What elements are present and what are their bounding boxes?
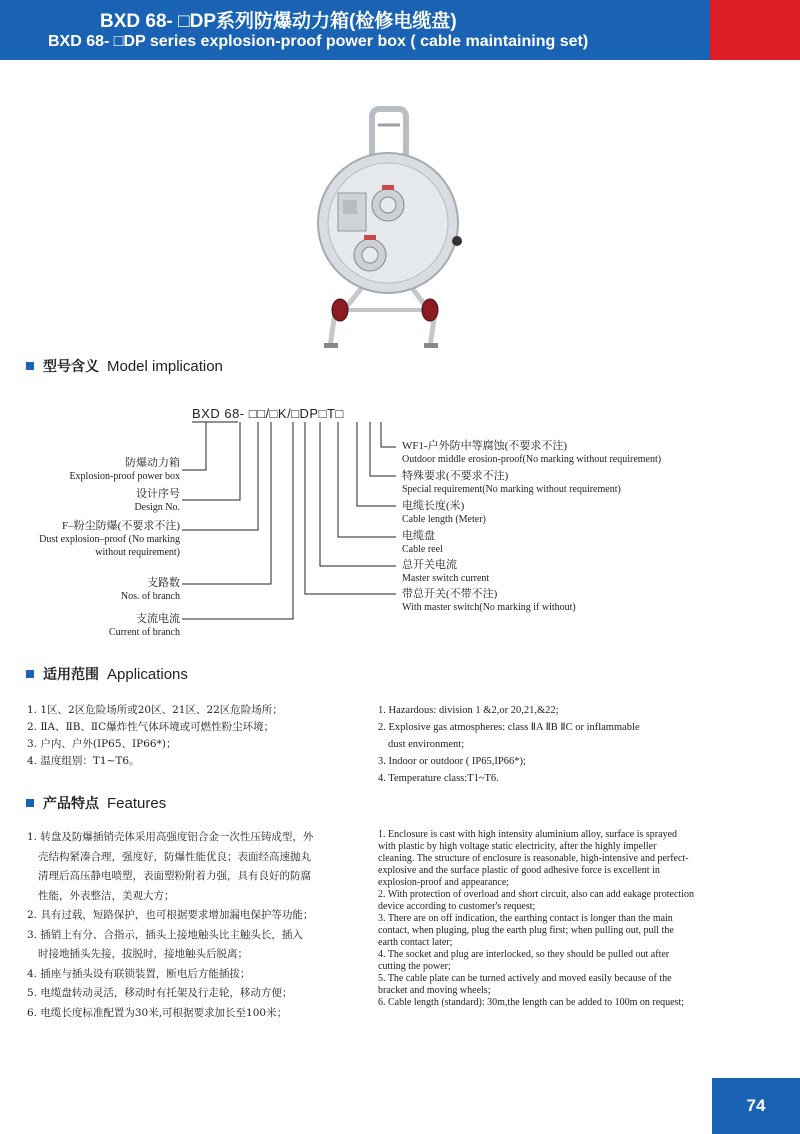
label-explosion-cn: 防爆动力箱 — [125, 457, 180, 469]
applications-en-list — [378, 702, 640, 787]
list-item: 4. The socket and plug are interlocked, so they should be pulled out after cutting the power; — [378, 949, 670, 972]
bullet-square — [26, 799, 34, 807]
label-branch-current-en: Current of branch — [108, 627, 180, 638]
label-reel-cn: 电缆盘 — [402, 530, 435, 542]
title-cn: BXD 68- □DP系列防爆动力箱(检修电缆盘) — [100, 11, 457, 32]
section-title-en: Model implication — [107, 357, 223, 375]
list-item: 3. Indoor or outdoor ( IP65,IP66*); — [378, 756, 526, 767]
label-wf1-cn: WF1-户外防中等腐蚀(不要求不注) — [402, 440, 567, 452]
list-item: 3. 户内、户外(IP65、IP66*)； — [27, 738, 177, 750]
model-code: BXD 68- □□/□K/□DP□T□ — [192, 406, 344, 421]
label-explosion — [69, 457, 180, 483]
label-branch-current — [109, 613, 180, 639]
label-design — [134, 488, 180, 514]
list-item: 4. Temperature class:T1~T6. — [378, 773, 499, 784]
list-item: 3. There are on off indication, the earthing contact is longer than the main contact, when pluging, plug the earth plug first; when pulling out, pull the earth contact later; — [378, 913, 674, 948]
list-item: 2. Explosive gas atmospheres: class ⅡA ⅡB ⅡC or inflammable — [378, 722, 640, 733]
list-item: 壳结构紧凑合理，强度好，防爆性能优良；表面经高速抛丸 — [38, 850, 311, 863]
list-item: 1. 1区、2区危险场所或20区、21区、22区危险场所； — [27, 704, 283, 716]
label-reel — [402, 530, 443, 556]
page-number: 74 — [712, 1078, 800, 1134]
features-cn-list — [27, 828, 313, 1023]
label-wf1 — [402, 440, 661, 466]
label-branch-en: Nos. of branch — [120, 591, 180, 602]
label-branch-current-cn: 支流电流 — [136, 613, 180, 625]
label-master-switch-en: With master switch(No marking if without) — [402, 602, 576, 613]
list-item: 5. The cable plate can be turned actively and moved easily because of the bracket and moving wheels; — [378, 973, 672, 996]
label-master-switch-cn: 带总开关(不带不注) — [402, 588, 498, 600]
list-item: 3. 插销上有分、合指示，插头上接地触头比主触头长，插入 — [27, 928, 303, 941]
label-special-en: Special requirement(No marking without requirement) — [402, 484, 621, 495]
label-master-switch — [402, 588, 576, 614]
label-special — [402, 470, 621, 496]
label-master-current-cn: 总开关电流 — [402, 559, 457, 571]
section-title-en: Features — [107, 794, 167, 812]
bullet-square — [26, 670, 34, 678]
label-wf1-en: Outdoor middle erosion-proof(No marking without requirement) — [402, 454, 662, 465]
label-dust-en1: Dust explosion–proof (No marking — [39, 534, 180, 545]
label-master-current — [402, 559, 489, 585]
label-reel-en: Cable reel — [402, 544, 443, 555]
title-en: BXD 68- □DP series explosion-proof power box ( cable maintaining set) — [48, 33, 589, 50]
list-item: 性能，外表整洁，美观大方； — [38, 889, 175, 902]
label-design-en: Design No. — [134, 502, 180, 513]
list-item: 2. ⅡA、ⅡB、ⅡC爆炸性气体环境或可燃性粉尘环境； — [27, 721, 275, 733]
section-title-cn: 适用范围 — [43, 666, 99, 682]
list-item: 2. With protection of overload and short circuit, also can add eakage protection device according to customer's request; — [378, 889, 694, 912]
label-dust-cn: F–粉尘防爆(不要求不注) — [62, 520, 180, 532]
label-design-cn: 设计序号 — [136, 488, 180, 500]
label-length — [402, 500, 486, 526]
features-en-list — [378, 829, 694, 1009]
list-item: dust environment; — [388, 739, 465, 750]
label-branch — [121, 577, 180, 603]
features-heading — [26, 793, 166, 813]
list-item: 5. 电缆盘转动灵活，移动时有托架及行走轮，移动方便； — [27, 987, 293, 999]
label-length-cn: 电缆长度(米) — [402, 500, 465, 512]
label-explosion-en: Explosion-proof power box — [69, 471, 180, 482]
list-item: 清理后高压静电喷塑，表面塑粉附着力强，具有良好的防腐 — [38, 870, 311, 882]
list-item: 6. Cable length (standard): 30m,the length can be added to 100m on request; — [378, 997, 685, 1008]
list-item: 1. 转盘及防爆插销壳体采用高强度铝合金一次性压铸成型，外 — [27, 831, 314, 843]
label-special-cn: 特殊要求(不要求不注) — [402, 470, 509, 482]
list-item: 时接地插头先接，拔脱时，接地触头后脱离； — [38, 948, 248, 960]
label-dust — [39, 520, 180, 559]
label-branch-cn: 支路数 — [147, 577, 180, 589]
list-item: 1. Hazardous: division 1 &2,or 20,21,&22; — [378, 705, 559, 716]
label-dust-en2: without requirement) — [95, 547, 180, 558]
section-title-cn: 产品特点 — [43, 795, 99, 811]
label-length-en: Cable length (Meter) — [402, 514, 486, 525]
label-master-current-en: Master switch current — [402, 573, 490, 584]
list-item: 4. 温度组别：T1~T6。 — [27, 755, 140, 767]
applications-cn-list — [27, 702, 283, 770]
list-item: 1. Enclosure is cast with high intensity aluminium alloy, surface is sprayed with plastic by high voltage static electricity, after the highly impeller cleaning. The structure of enclosure is reasonable, high-intensive and perfect-explosive and the surface plastic of good adhesive force is excellent in explosion-proof and appearance; — [378, 829, 689, 888]
list-item: 6. 电缆长度标准配置为30米,可根据要求加长至100米； — [27, 1006, 288, 1019]
applications-heading — [26, 664, 188, 684]
list-item: 2. 具有过载，短路保护，也可根据要求增加漏电保护等功能； — [27, 909, 314, 921]
list-item: 4. 插座与插头设有联锁装置，断电后方能插拔； — [27, 967, 251, 980]
section-title-cn: 型号含义 — [43, 358, 99, 374]
section-title-en: Applications — [107, 665, 188, 683]
